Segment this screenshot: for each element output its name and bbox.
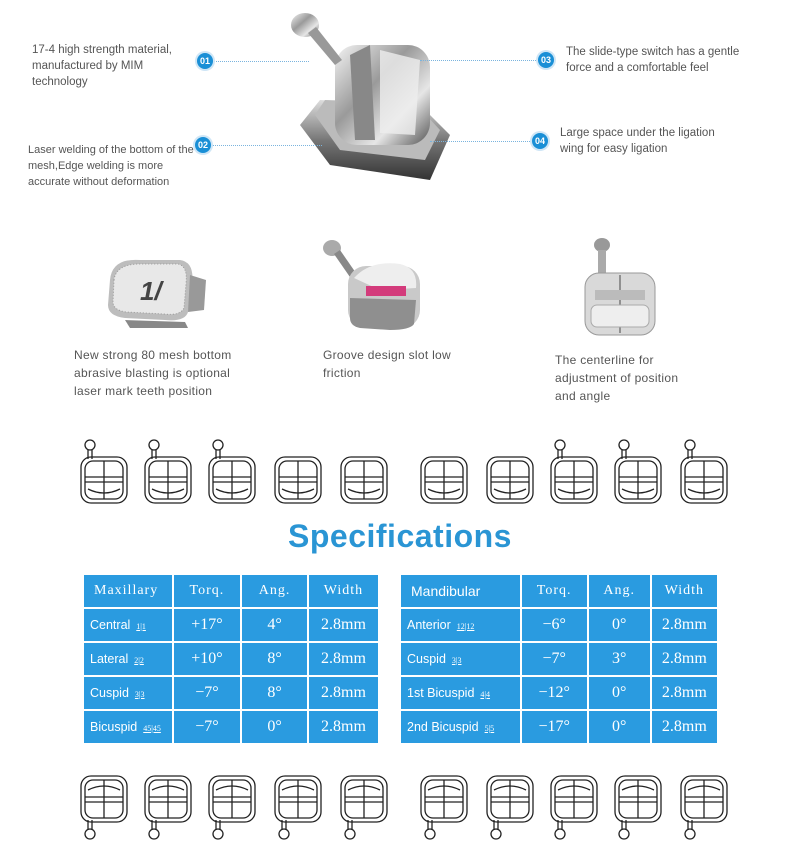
- table-row: [84, 677, 378, 709]
- table-row: [401, 677, 717, 709]
- width-value: 2.8mm: [652, 643, 717, 675]
- torq-value: +17°: [174, 609, 241, 641]
- callout-03-text: The slide-type switch has a gentle force and a comfortable feel: [566, 46, 740, 74]
- table-row: [401, 643, 717, 675]
- callout-04-line: [430, 141, 532, 142]
- bracket-outline-icon: [204, 772, 260, 842]
- mandibular-table: [399, 573, 719, 745]
- torq-value: −7°: [174, 711, 241, 743]
- bracket-outline-icon: [546, 437, 602, 507]
- bracket-outline-icon: [270, 437, 326, 507]
- torq-value: −7°: [522, 643, 587, 675]
- tooth-name: Lateral: [90, 652, 129, 666]
- callout-03-line: [420, 60, 538, 61]
- bracket-outline-row-bottom: [0, 772, 800, 842]
- bracket-outline-icon: [270, 772, 326, 842]
- bracket-outline-icon: [482, 437, 538, 507]
- bracket-outline-icon: [416, 772, 472, 842]
- width-value: 2.8mm: [309, 609, 378, 641]
- table-row: [84, 609, 378, 641]
- tooth-name: Bicuspid: [90, 720, 138, 734]
- torq-header: Torq.: [522, 575, 587, 607]
- tooth-number: 4|4: [480, 690, 491, 699]
- width-value: 2.8mm: [309, 677, 378, 709]
- callout-04-text: Large space under the ligation wing for easy ligation: [560, 127, 715, 155]
- feature-mesh-text: New strong 80 mesh bottom abrasive blasting is optional laser mark teeth position: [74, 348, 232, 398]
- bracket-outline-icon: [76, 437, 132, 507]
- callout-01-text: 17-4 high strength material, manufactured by MIM technology: [32, 44, 172, 88]
- ang-header: Ang.: [589, 575, 650, 607]
- torq-value: −7°: [174, 677, 241, 709]
- tooth-number: 5|5: [484, 724, 495, 733]
- bracket-outline-row-top: [0, 437, 800, 507]
- ang-value: 4°: [242, 609, 307, 641]
- tooth-number: 1|1: [136, 622, 146, 631]
- width-header: Width: [309, 575, 378, 607]
- table-row: [401, 711, 717, 743]
- table-row: [84, 643, 378, 675]
- feature-centerline-text: The centerline for adjustment of position and angle: [555, 353, 679, 403]
- tooth-number: 3|3: [134, 690, 145, 699]
- bracket-outline-icon: [416, 437, 472, 507]
- maxillary-table: [82, 573, 380, 745]
- bracket-outline-icon: [76, 772, 132, 842]
- ang-value: 8°: [242, 643, 307, 675]
- mandibular-header: Mandibular: [401, 575, 520, 607]
- width-value: 2.8mm: [309, 643, 378, 675]
- bracket-outline-icon: [336, 772, 392, 842]
- bracket-outline-icon: [204, 437, 260, 507]
- table-row: [84, 711, 378, 743]
- ang-value: 0°: [589, 609, 650, 641]
- torq-value: +10°: [174, 643, 241, 675]
- table-row: [401, 609, 717, 641]
- bracket-outline-icon: [676, 437, 732, 507]
- tooth-name: 2nd Bicuspid: [407, 720, 479, 734]
- ang-value: 0°: [242, 711, 307, 743]
- callout-01-badge: 01: [197, 53, 213, 69]
- torq-value: −12°: [522, 677, 587, 709]
- tooth-number: 2|2: [134, 656, 144, 665]
- torq-header: Torq.: [174, 575, 241, 607]
- tooth-name: Central: [90, 618, 131, 632]
- callout-02-badge: 02: [195, 137, 211, 153]
- callout-02-text: Laser welding of the bottom of the mesh,Edge welding is more accurate without deformation: [28, 144, 194, 188]
- groove-slot-image: [320, 238, 430, 338]
- width-value: 2.8mm: [652, 711, 717, 743]
- bracket-outline-icon: [610, 437, 666, 507]
- maxillary-header-row: [84, 575, 378, 607]
- torq-value: −17°: [522, 711, 587, 743]
- tooth-name: Cuspid: [90, 686, 129, 700]
- bracket-outline-icon: [610, 772, 666, 842]
- bracket-outline-icon: [336, 437, 392, 507]
- specifications-title: Specifications: [288, 518, 512, 554]
- tooth-number: 3|3: [451, 656, 462, 665]
- ang-value: 0°: [589, 711, 650, 743]
- ang-value: 8°: [242, 677, 307, 709]
- feature-groove-text: Groove design slot low friction: [323, 348, 451, 380]
- callout-03-badge: 03: [538, 52, 554, 68]
- ang-header: Ang.: [242, 575, 307, 607]
- torq-value: −6°: [522, 609, 587, 641]
- width-value: 2.8mm: [309, 711, 378, 743]
- tooth-name: Anterior: [407, 618, 451, 632]
- tooth-name: Cuspid: [407, 652, 446, 666]
- mandibular-header-row: [401, 575, 717, 607]
- tooth-name: 1st Bicuspid: [407, 686, 475, 700]
- maxillary-header: Maxillary: [84, 575, 172, 607]
- callout-04-badge: 04: [532, 133, 548, 149]
- bracket-outline-icon: [482, 772, 538, 842]
- width-value: 2.8mm: [652, 677, 717, 709]
- bracket-outline-icon: [140, 772, 196, 842]
- ang-value: 3°: [589, 643, 650, 675]
- width-header: Width: [652, 575, 717, 607]
- main-bracket-image: [280, 5, 460, 190]
- width-value: 2.8mm: [652, 609, 717, 641]
- bracket-outline-icon: [546, 772, 602, 842]
- callout-02-line: [212, 145, 322, 146]
- ang-value: 0°: [589, 677, 650, 709]
- callout-01-line: [214, 61, 309, 62]
- mesh-bottom-image: [100, 250, 210, 330]
- tooth-number: 45|45: [143, 724, 161, 733]
- bracket-outline-icon: [140, 437, 196, 507]
- centerline-image: [575, 235, 665, 345]
- bracket-outline-icon: [676, 772, 732, 842]
- tooth-number: 12|12: [456, 622, 475, 631]
- svg-text:1/: 1/: [140, 276, 162, 306]
